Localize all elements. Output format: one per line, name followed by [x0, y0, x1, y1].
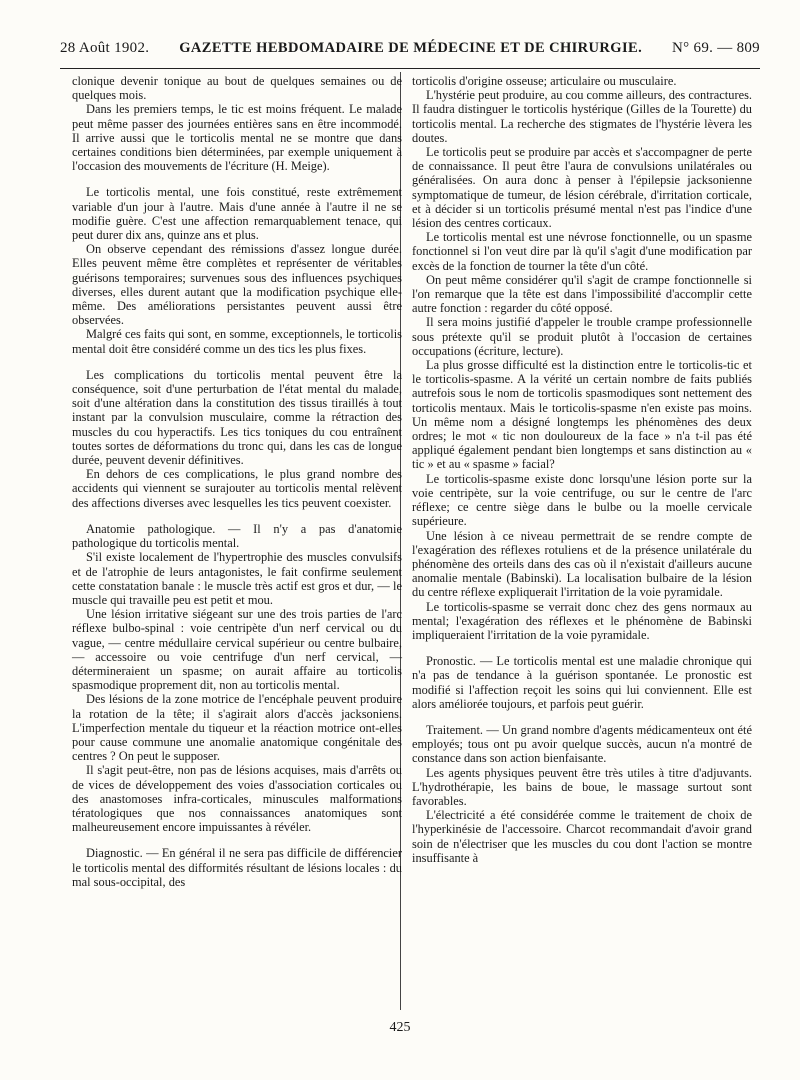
paragraph: Il sera moins justifié d'appeler le trouble crampe professionnelle sous prétexte qu'il se produit plutôt à l'occasion de certaines occupations (écriture, lecture). [412, 315, 752, 358]
paragraph: Le torticolis-spasme existe donc lorsqu'une lésion porte sur la voie centripète, sur la voie centrifuge, ou sur le centre de l'arc réflexe; ce centre siège dans le bulbe ou la moelle cervicale supérieure. [412, 471, 752, 529]
paragraph: Les agents physiques peuvent être très utiles à titre d'adjuvants. L'hydrothérapie, les bains de boue, le massage surtout sont favorables. [412, 765, 752, 808]
paragraph: On observe cependant des rémissions d'assez longue durée. Elles peuvent même être complètes et représenter de véritables guérisons temporaires; survenues sous des influences psychiques diverses, elles durent autant que la modification psychique elle-même. Des améliorations persistantes peuvent aussi être observées. [72, 242, 402, 328]
header-rule [60, 68, 760, 69]
right-column [412, 74, 752, 865]
section-heading-anatomie: Anatomie pathologique. — Il n'y a pas d'anatomie pathologique du torticolis mental. [72, 521, 402, 551]
page-number: 425 [389, 1020, 411, 1035]
paragraph: Dans les premiers temps, le tic est moins fréquent. Le malade peut même passer des journées entières sans en être incommodé. Il arrive aussi que le torticolis mental ne se montre que dans certaines conditions bien déterminées, par exemple uniquement à l'occasion des mouvements de l'écriture (H. Meige). [72, 102, 402, 174]
issue-number: N° 69. — 809 [672, 40, 760, 56]
paragraph: Les complications du torticolis mental peuvent être la conséquence, soit d'une perturbation de l'état mental du malade, soit d'une altération dans la constitution des tissus tiraillés à tout instant par la convulsion musculaire, comme la rétraction des muscles du cou hyperactifs. Les tics toniques du cou entraînent toutes sortes de déformations du tronc qui, dans les cas de longue durée, peuvent devenir définitives. [72, 367, 402, 468]
paragraph: La plus grosse difficulté est la distinction entre le torticolis-tic et le torticolis-spasme. A la vérité un certain nombre de faits publiés autrefois sous le nom de torticolis spasmodiques sont nettement des torticolis mentaux. Mais le torticolis-spasme n'en existe pas moins. Un même nom a désigné longtemps les phénomènes des deux ordres; le mot « tic non douloureux de la face » n'a t-il pas été appliqué également pendant bien longtemps et sans distinction au « tic » et au « spasme » facial? [412, 358, 752, 472]
paragraph: clonique devenir tonique au bout de quelques semaines ou de quelques mois. [72, 74, 402, 103]
paragraph: Des lésions de la zone motrice de l'encéphale peuvent produire la rotation de la tête; il s'agirait alors d'accès jacksoniens. L'imperfection mentale du tiqueur et la réaction motrice ont-elles pour cause commune une anomalie anatomique congénitale des centres ? On peut le supposer. [72, 692, 402, 764]
paragraph: L'électricité a été considérée comme le traitement de choix de l'hyperkinésie de l'accessoire. Charcot recommandait d'avoir grand soin de n'électriser que les muscles du cou dont l'action se montre insuffisante à [412, 808, 752, 865]
paragraph: Il s'agit peut-être, non pas de lésions acquises, mais d'arrêts ou de vices de développement des voies d'association corticales ou des anastomoses infra-corticales, minuscules malformations tératologiques que nos connaissances anatomiques sont malheureusement encore impuissantes à révéler. [72, 763, 402, 835]
running-header [60, 40, 760, 57]
paragraph: Une lésion irritative siégeant sur une des trois parties de l'arc réflexe bulbo-spinal : voie centripète d'un nerf cervical ou du vague, — centre médullaire cervical supérieur ou centre bulbaire, — accessoire ou voie centrifuge d'un nerf cervical, — détermineraient un spasme; on aurait affaire au torticolis spasmodique proprement dit, non au torticolis mental. [72, 607, 402, 693]
paragraph: L'hystérie peut produire, au cou comme ailleurs, des contractures. Il faudra distinguer le torticolis hystérique (Gilles de la Tourette) du torticolis mental. La recherche des stigmates de l'hystérie lèvera les doutes. [412, 88, 752, 145]
paragraph: Le torticolis mental, une fois constitué, reste extrêmement variable d'un jour à l'autre. Mais d'une année à l'autre il ne se modifie guère. C'est une affection remarquablement tenace, qui peut durer dix ans, quinze ans et plus. [72, 185, 402, 243]
paragraph: S'il existe localement de l'hypertrophie des muscles convulsifs et de l'atrophie de leurs antagonistes, le fait confirme seulement cette constatation banale : le muscle très actif est gros et dur, — le muscle qui travaille peu est petit et mou. [72, 550, 402, 607]
paragraph: Le torticolis peut se produire par accès et s'accompagner de perte de connaissance. Il peut être l'aura de convulsions unilatérales ou généralisées. On aura donc à penser à l'épilepsie jacksonienne symptomatique de tumeur, de lésion cérébrale, d'irritation corticale, et à décider si un torticolis présumé mental n'est pas l'indice d'une lésion des centres corticaux. [412, 145, 752, 231]
section-heading-diagnostic: Diagnostic. — En général il ne sera pas difficile de différencier le torticolis mental des difformités résultant de lésions locales : du mal sous-occipital, des [72, 846, 402, 889]
section-heading-pronostic: Pronostic. — Le torticolis mental est une maladie chronique qui n'a pas de tendance à la guérison spontanée. Le pronostic est modifié si l'affection reçoit les soins qui lui conviennent. Elle est alors améliorée toujours, et parfois peut guérir. [412, 654, 752, 711]
section-heading-traitement: Traitement. — Un grand nombre d'agents médicamenteux ont été employés; tous ont pu avoir quelque succès, aucun n'a montré de constance dans son action bienfaisante. [412, 722, 752, 766]
paragraph: torticolis d'origine osseuse; articulaire ou musculaire. [412, 74, 677, 88]
paragraph: Une lésion à ce niveau permettrait de se rendre compte de l'exagération des réflexes rotuliens et de la présence unilatérale du phénomène des orteils dans des cas où il n'existait d'ailleurs aucune anomalie mentale (Babinski). La localisation bulbaire de la lésion du centre réflexe expliquerait l'irritation de la voie pyramidale. [412, 528, 752, 600]
paragraph: Le torticolis-spasme se verrait donc chez des gens normaux au mental; l'exagération des réflexes et le phénomène de Babinski impliqueraient l'irritation de la voie pyramidale. [412, 599, 752, 642]
paragraph: En dehors de ces complications, le plus grand nombre des accidents qui viennent se surajouter au torticolis mental relèvent des affections diverses avec lesquelles les tics peuvent coexister. [72, 467, 402, 510]
journal-title: GAZETTE HEBDOMADAIRE DE MÉDECINE ET DE CHIRURGIE. [179, 40, 643, 56]
paragraph: Le torticolis mental est une névrose fonctionnelle, ou un spasme fonctionnel si l'on veut dire par là qu'il s'agit d'une modification par excès de la fonction de tourner la tête d'un côté. [412, 230, 752, 273]
paragraph: On peut même considérer qu'il s'agit de crampe fonctionnelle si l'on remarque que la tête est dans l'impossibilité d'accomplir cette autre fonction : regarder du côté opposé. [412, 272, 752, 316]
issue-date: 28 Août 1902. [60, 40, 150, 56]
paragraph: Malgré ces faits qui sont, en somme, exceptionnels, le torticolis mental doit être considéré comme un des tics les plus fixes. [72, 327, 402, 356]
left-column [72, 74, 402, 889]
